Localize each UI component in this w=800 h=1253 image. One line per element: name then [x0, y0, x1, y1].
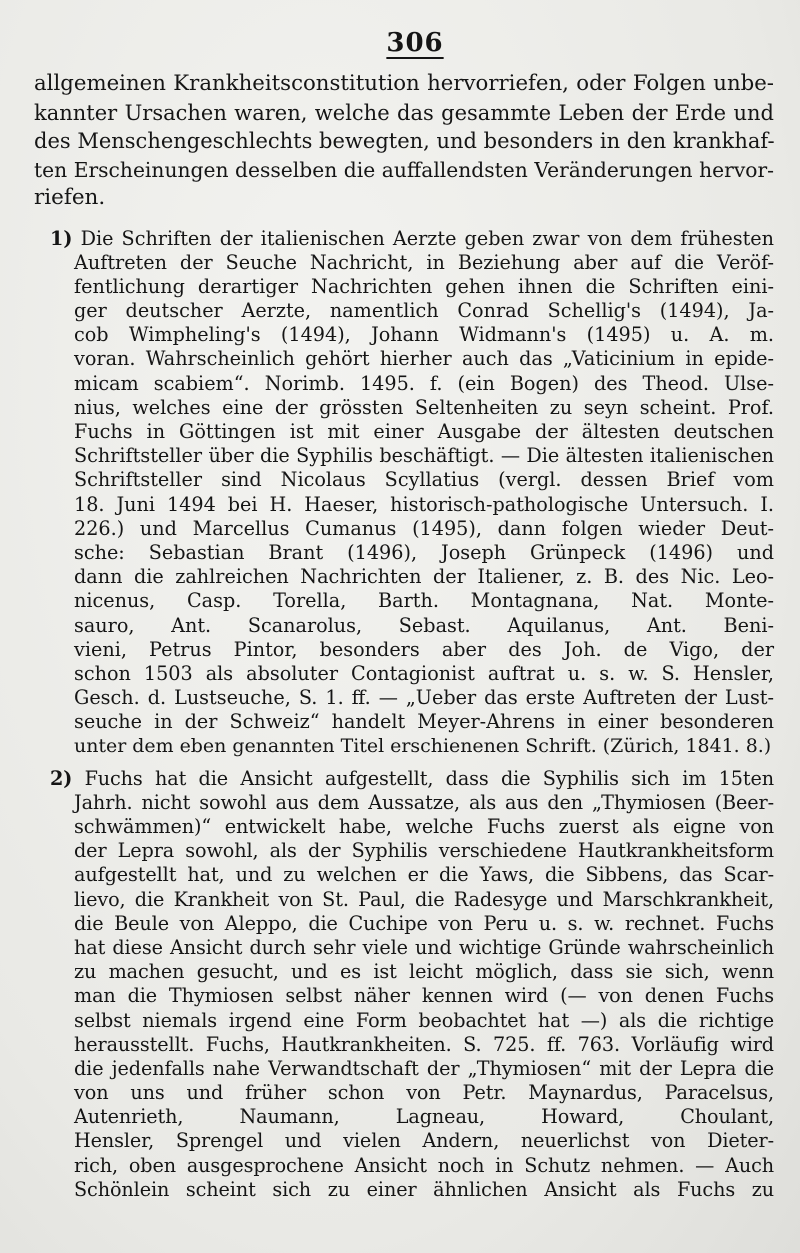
text-line: schwämmen)“ entwickelt habe, welche Fuchs zuerst als eigne von: [74, 815, 774, 838]
text-line: seuche in der Schweiz“ handelt Meyer-Ahrens in einer besonderen: [74, 710, 774, 734]
text-line: kannter Ursachen waren, welche das gesammte Leben der Erde und: [34, 100, 774, 125]
text-line: Hensler, Sprengel und vielen Andern, neuerlichst von Dieter-: [74, 1129, 774, 1153]
text-line: Gesch. d. Lustseuche, S. 1. ff. — „Ueber das erste Auftreten der Lust-: [74, 686, 774, 710]
text-line: selbst niemals irgend eine Form beobachtet hat —) als die richtige: [74, 1008, 774, 1032]
text-line: schon 1503 als absoluter Contagionist auftrat u. s. w. S. Hensler,: [74, 661, 774, 685]
text-line: Die Schriften der italienischen Aerzte geben zwar von dem frühesten: [80, 226, 774, 250]
footnote-1: [34, 227, 774, 759]
text-line: ten Erscheinungen desselben die auffallendsten Veränderungen hervor-: [34, 157, 774, 182]
text-line: Schriftsteller sind Nicolaus Scyllatius (vergl. dessen Brief vom: [74, 468, 774, 492]
text-line: zu machen gesucht, und es ist leicht möglich, dass sie sich, wenn: [74, 960, 774, 984]
text-line: cob Wimpheling's (1494), Johann Widmann's (1495) u. A. m.: [74, 323, 774, 347]
text-line: fentlichung derartiger Nachrichten gehen ihnen die Schriften eini-: [74, 274, 774, 298]
text-line: Autenrieth, Naumann, Lagneau, Howard, Choulant,: [74, 1105, 774, 1129]
footnote-first-line: [34, 227, 774, 251]
text-line: lievo, die Krankheit von St. Paul, die Radesyge und Marschkrankheit,: [74, 887, 774, 911]
footnote-number: 1): [50, 226, 73, 250]
text-line: nicenus, Casp. Torella, Barth. Montagnana, Nat. Monte-: [74, 589, 774, 613]
text-line: Fuchs in Göttingen ist mit einer Ausgabe der ältesten deutschen: [74, 420, 774, 443]
text-line: Schriftsteller über die Syphilis beschäftigt. — Die ältesten italienischen: [74, 444, 774, 468]
page-number: 306: [386, 28, 444, 58]
text-line: sche: Sebastian Brant (1496), Joseph Grünpeck (1496) und: [74, 540, 774, 564]
text-line: voran. Wahrscheinlich gehört hierher auch das „Vaticinium in epide-: [74, 347, 774, 371]
text-line: Fuchs hat die Ansicht aufgestellt, dass die Syphilis sich im 15ten: [84, 766, 774, 790]
text-line: nius, welches eine der grössten Seltenheiten zu seyn scheint. Prof.: [74, 395, 774, 419]
body-paragraph: [34, 70, 774, 213]
text-line: hat diese Ansicht durch sehr viele und wichtige Gründe wahrscheinlich: [74, 935, 774, 959]
text-line: Jahrh. nicht sowohl aus dem Aussatze, als aus den „Thymiosen (Beer-: [74, 790, 774, 814]
text-line: allgemeinen Krankheitsconstitution hervorriefen, oder Folgen unbe-: [34, 71, 774, 96]
text-line: ger deutscher Aerzte, namentlich Conrad Schellig's (1494), Ja-: [74, 299, 774, 323]
footnote-2: [34, 767, 774, 1202]
footnote-number: 2): [50, 766, 73, 790]
text-line: vieni, Petrus Pintor, besonders aber des Joh. de Vigo, der: [74, 637, 774, 661]
text-line: die jedenfalls nahe Verwandtschaft der „Thymiosen“ mit der Lepra die: [74, 1056, 774, 1080]
text-line: die Beule von Aleppo, die Cuchipe von Peru u. s. w. rechnet. Fuchs: [74, 911, 774, 935]
text-line: Auftreten der Seuche Nachricht, in Beziehung aber auf die Veröf-: [74, 250, 774, 274]
text-line: sauro, Ant. Scanarolus, Sebast. Aquilanus, Ant. Beni-: [74, 613, 774, 637]
text-line: aufgestellt hat, und zu welchen er die Yaws, die Sibbens, das Scar-: [74, 863, 774, 887]
text-line: dann die zahlreichen Nachrichten der Italiener, z. B. des Nic. Leo-: [74, 565, 774, 589]
text-line: Schönlein scheint sich zu einer ähnlichen Ansicht als Fuchs zu: [74, 1177, 774, 1201]
text-line: von uns und früher schon von Petr. Maynardus, Paracelsus,: [74, 1081, 774, 1105]
text-line: unter dem eben genannten Titel erschienenen Schrift. (Zürich, 1841. 8.): [74, 735, 772, 758]
text-line: rich, oben ausgesprochene Ansicht noch in Schutz nehmen. — Auch: [74, 1153, 774, 1177]
text-line: riefen.: [34, 185, 106, 210]
text-line: micam scabiem“. Norimb. 1495. f. (ein Bogen) des Theod. Ulse-: [74, 371, 774, 395]
text-line: man die Thymiosen selbst näher kennen wird (— von denen Fuchs: [74, 984, 774, 1008]
text-line: 226.) und Marcellus Cumanus (1495), dann folgen wieder Deut-: [74, 516, 774, 540]
text-line: 18. Juni 1494 bei H. Haeser, historisch-pathologische Untersuch. I.: [74, 492, 774, 516]
text-line: der Lepra sowohl, als der Syphilis verschiedene Hautkrankheitsform: [74, 839, 774, 863]
text-line: des Menschengeschlechts bewegten, und besonders in den krankhaf-: [34, 129, 775, 153]
text-line: herausstellt. Fuchs, Hautkrankheiten. S. 725. ff. 763. Vorläufig wird: [74, 1032, 774, 1056]
footnote-first-line: [34, 767, 774, 791]
